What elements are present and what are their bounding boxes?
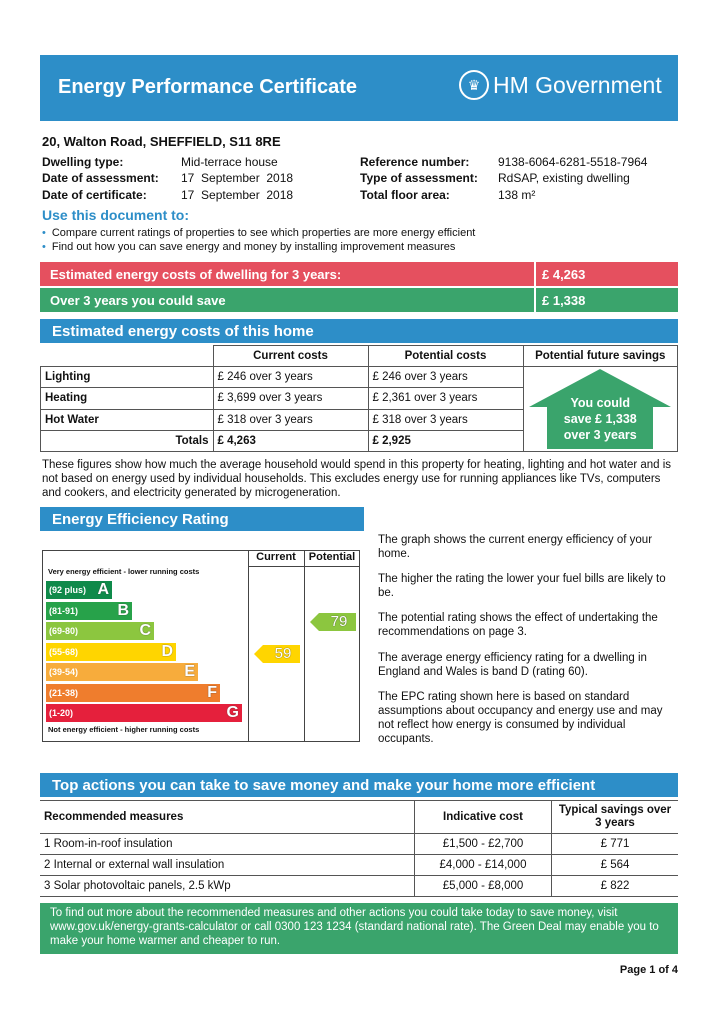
- savings-arrow-text: [524, 395, 678, 443]
- actions-section-header: [40, 773, 678, 797]
- table-row: [41, 367, 678, 388]
- measure-cost: £5,000 - £8,000: [415, 876, 552, 897]
- eer-band-a: [46, 581, 112, 599]
- estimated-cost-value-box: [536, 262, 678, 286]
- totals-potential: £ 2,925: [368, 430, 523, 451]
- savings-bar: [40, 288, 534, 312]
- measure-saving: £ 771: [552, 834, 679, 855]
- eer-band-letter: G: [226, 704, 239, 721]
- use-bullet-text: Find out how you can save energy and money by installing improvement measures: [51, 241, 456, 253]
- reference-value: 9138-6064-6281-5518-7964: [498, 155, 648, 169]
- eer-band-letter: A: [97, 581, 109, 598]
- eer-band-g: [46, 704, 242, 722]
- eer-band-c: [46, 622, 154, 640]
- table-row: [40, 876, 678, 897]
- eer-current-header: Current: [256, 551, 296, 563]
- eer-band-range: (39-54): [49, 667, 79, 677]
- eer-heading: Energy Efficiency Rating: [52, 510, 229, 528]
- indicative-cost-header: Indicative cost: [415, 801, 552, 834]
- table-row: [40, 834, 678, 855]
- eer-paragraph: The higher the rating the lower your fuel bills are likely to be.: [378, 573, 666, 599]
- date-certificate-value: 17 September 2018: [181, 188, 294, 202]
- measure-cost: £1,500 - £2,700: [415, 834, 552, 855]
- costs-note: These figures show how much the average household would spend in this property for heating, lighting and hot water and is not based on energy used by individual households. This excludes energy use for running appliances like TVs, computers and cookers, and electricity generated by microgeneration.: [42, 459, 672, 499]
- arrow-line-1: You could: [570, 396, 630, 410]
- eer-paragraph: The graph shows the current energy efficiency of your home.: [378, 534, 653, 560]
- eer-top-note: Very energy efficient - lower running costs: [48, 567, 200, 576]
- eer-band-range: (92 plus): [49, 585, 87, 595]
- cost-potential: £ 2,361 over 3 years: [368, 388, 523, 409]
- costs-header-row: [41, 346, 678, 367]
- use-bullet-text: Compare current ratings of properties to see which properties are more energy efficient: [51, 227, 476, 239]
- actions-heading: Top actions you can take to save money and make your home more efficient: [52, 776, 596, 794]
- estimated-cost-bar: [40, 262, 534, 286]
- arrow-line-3: over 3 years: [563, 428, 637, 442]
- measure-name: 3 Solar photovoltaic panels, 2.5 kWp: [40, 876, 415, 897]
- eer-band-letter: D: [161, 642, 173, 660]
- eer-band-d: [46, 643, 176, 661]
- totals-label: Totals: [41, 430, 214, 451]
- eer-paragraph: The potential rating shows the effect of undertaking the recommendations on page 3.: [378, 612, 658, 638]
- savings-arrow-cell: [523, 367, 678, 452]
- eer-divider: [248, 566, 360, 567]
- eer-band-letter: E: [184, 663, 195, 680]
- future-savings-header: Potential future savings: [523, 346, 678, 367]
- brand-name: HM Government: [493, 71, 662, 98]
- cost-item-name: Heating: [41, 388, 214, 409]
- cost-item-name: Hot Water: [41, 409, 214, 430]
- eer-section-header: [40, 507, 364, 531]
- eer-band-letter: F: [207, 683, 217, 701]
- eer-band-e: [46, 663, 198, 681]
- property-address: 20, Walton Road, SHEFFIELD, S11 8RE: [42, 134, 281, 149]
- current-rating-value: 59: [274, 645, 292, 662]
- typical-savings-header: Typical savings over 3 years: [552, 801, 679, 834]
- dwelling-type-value: Mid-terrace house: [181, 155, 278, 169]
- date-assessment-label: Date of assessment:: [42, 171, 159, 185]
- actions-footer-text: To find out more about the recommended measures and other actions you could take today to save money, visit www.gov.uk/energy-grants-calculator or call 0300 123 1234 (standard national rate). The Green Deal may enable you to make your home warmer and cheaper to run.: [50, 907, 659, 947]
- potential-rating-marker: [310, 613, 356, 631]
- estimated-cost-value: £ 4,263: [542, 266, 586, 282]
- reference-label: Reference number:: [360, 155, 470, 169]
- measure-saving: £ 564: [552, 855, 679, 876]
- cost-item-name: Lighting: [41, 367, 214, 388]
- measure-name: 1 Room-in-roof insulation: [40, 834, 415, 855]
- eer-divider: [248, 550, 249, 742]
- crest-icon: ♛: [459, 70, 489, 100]
- table-row: [40, 855, 678, 876]
- cost-potential: £ 318 over 3 years: [368, 409, 523, 430]
- measure-saving: £ 822: [552, 876, 679, 897]
- cost-current: £ 246 over 3 years: [213, 367, 368, 388]
- eer-band-b: [46, 602, 132, 620]
- assessment-type-value: RdSAP, existing dwelling: [498, 171, 630, 185]
- eer-band-f: [46, 684, 220, 702]
- eer-band-range: (81-91): [49, 605, 79, 616]
- eer-divider: [304, 550, 305, 742]
- floor-area-label: Total floor area:: [360, 188, 450, 202]
- current-costs-header: Current costs: [213, 346, 368, 367]
- cost-potential: £ 246 over 3 years: [368, 367, 523, 388]
- eer-band-range: (69-80): [49, 626, 79, 636]
- eer-potential-header: Potential: [308, 551, 356, 563]
- costs-section-header: [40, 319, 678, 343]
- use-bullet: [42, 227, 475, 239]
- estimated-cost-label: Estimated energy costs of dwelling for 3 years:: [50, 266, 342, 282]
- actions-header-row: [40, 801, 678, 834]
- costs-corner: [41, 346, 214, 367]
- eer-band-range: (1-20): [49, 708, 74, 718]
- cost-current: £ 3,699 over 3 years: [213, 388, 368, 409]
- floor-area-value: 138 m²: [498, 188, 536, 202]
- date-certificate-label: Date of certificate:: [42, 188, 147, 202]
- measure-name: 2 Internal or external wall insulation: [40, 855, 415, 876]
- arrow-line-2: save £ 1,338: [563, 412, 637, 426]
- costs-heading: Estimated energy costs of this home: [52, 322, 314, 340]
- cost-current: £ 318 over 3 years: [213, 409, 368, 430]
- use-bullet: [42, 241, 455, 253]
- dwelling-type-label: Dwelling type:: [42, 155, 124, 169]
- actions-table: [40, 800, 678, 897]
- eer-paragraph: The EPC rating shown here is based on standard assumptions about occupancy and energy use and may not reflect how energy is consumed by individual occupants.: [378, 691, 663, 745]
- current-rating-marker: [254, 645, 300, 663]
- page-title: Energy Performance Certificate: [58, 76, 358, 98]
- eer-bottom-note: Not energy efficient - higher running costs: [48, 725, 200, 734]
- measures-header: Recommended measures: [40, 801, 415, 834]
- assessment-type-label: Type of assessment:: [360, 171, 478, 185]
- eer-band-range: (21-38): [49, 687, 79, 698]
- bullet-icon: •: [42, 241, 46, 253]
- eer-band-letter: C: [139, 622, 151, 639]
- actions-footer: [40, 903, 678, 954]
- date-assessment-value: 17 September 2018: [181, 171, 294, 185]
- savings-label: Over 3 years you could save: [50, 292, 226, 308]
- eer-paragraph: The average energy efficiency rating for a dwelling in England and Wales is band D (rating 60).: [378, 652, 647, 678]
- savings-value-box: [536, 288, 678, 312]
- bullet-icon: •: [42, 227, 46, 239]
- hm-government-logo: [459, 71, 662, 99]
- use-heading: Use this document to:: [42, 207, 190, 223]
- measure-cost: £4,000 - £14,000: [415, 855, 552, 876]
- totals-current: £ 4,263: [213, 430, 368, 451]
- eer-band-range: (55-68): [49, 646, 79, 657]
- potential-costs-header: Potential costs: [368, 346, 523, 367]
- costs-table: [40, 345, 678, 452]
- eer-band-letter: B: [117, 601, 129, 619]
- potential-rating-value: 79: [330, 613, 348, 630]
- savings-value: £ 1,338: [542, 292, 586, 308]
- page-number: Page 1 of 4: [619, 964, 678, 976]
